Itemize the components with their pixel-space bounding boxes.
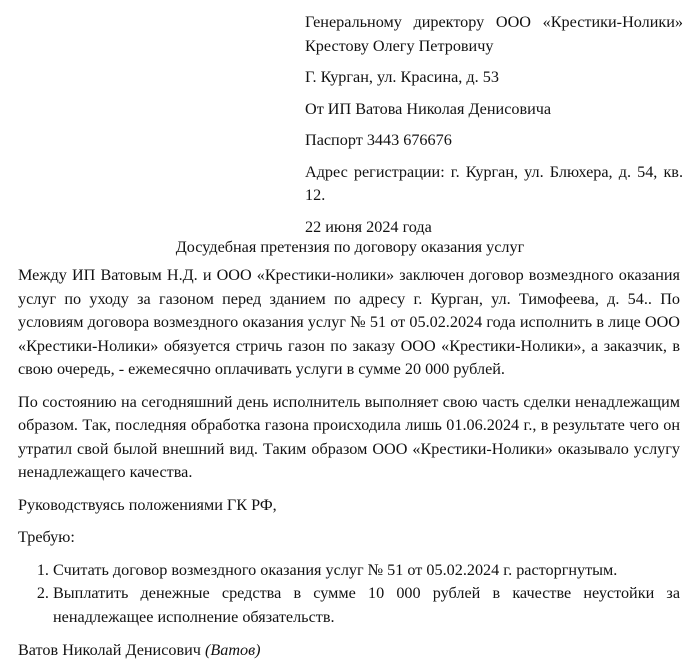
demand-item: 2. Выплатить денежные средства в сумме 10 000 рублей в качестве неустойки за ненадлежащее исполнение обязательств. [53,582,680,629]
paragraph-violation: По состоянию на сегодняшний день исполнитель выполняет свою часть сделки ненадлежащим образом. Так, последняя обработка газона происходила лишь 01.06.2024 г., в результате чего он утратил свой былой внешний вид. Таким образом ООО «Крестики-Нолики» оказывало услугу ненадлежащего качества. [18,392,680,481]
addressee: Генеральному директору ООО «Крестики-Нолики» Крестову Олегу Петровичу [305,13,683,55]
letter-header [305,11,683,247]
paragraph-legal-basis: Руководствуясь положениями ГК РФ, [18,495,277,514]
document-body [18,264,680,672]
sender: От ИП Ватова Николая Денисовича [305,99,552,118]
addressee-address: Г. Курган, ул. Красина, д. 53 [305,68,499,86]
paragraph-contract: Между ИП Ватовым Н.Д. и ООО «Крестики-нолики» заключен договор возмездного оказания услуг по уходу за газоном перед зданием по адресу г. Курган, ул. Тимофеева, д. 54.. По условиям договора возмездного оказания услуг № 51 от 05.02.2024 года исполнить в лице ООО «Крестики-Нолики» обязуется стричь газон по заказу ООО «Крестики-Нолики», а заказчик, в свою очередь, - ежемесячно оплачивать услуги в сумме 20 000 рублей. [18,266,680,378]
demand-item: 1. Считать договор возмездного оказания услуг № 51 от 05.02.2024 г. расторгнутым. [53,559,680,583]
paragraph-demand-intro: Требую: [18,528,75,546]
signer-name: Ватов Николай Денисович [18,641,201,659]
registration-address: Адрес регистрации: г. Курган, ул. Блюхера, д. 54, кв. 12. [305,162,683,204]
passport: Паспорт 3443 676676 [305,131,452,149]
letter-date: 22 июня 2024 года [305,217,432,236]
handwritten-signature: (Ватов) [204,641,261,659]
demands-list [18,559,680,630]
document-title: Досудебная претензия по договору оказания услуг [175,238,525,256]
